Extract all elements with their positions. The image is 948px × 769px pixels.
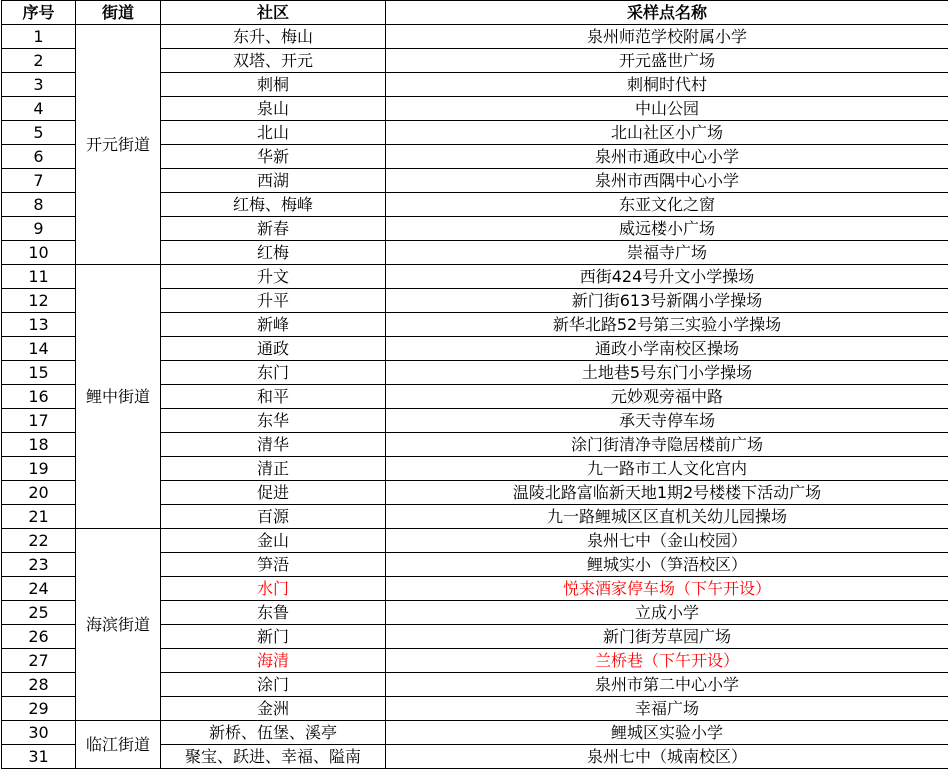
site-cell: 泉州师范学校附属小学: [386, 25, 948, 49]
row-index: 17: [2, 409, 76, 433]
community-cell: 促进: [161, 481, 386, 505]
site-cell: 开元盛世广场: [386, 49, 948, 73]
street-cell: 临江街道: [76, 721, 161, 769]
row-index: 14: [2, 337, 76, 361]
street-cell: 海滨街道: [76, 529, 161, 721]
site-cell: 承天寺停车场: [386, 409, 948, 433]
community-cell: 和平: [161, 385, 386, 409]
row-index: 11: [2, 265, 76, 289]
row-index: 12: [2, 289, 76, 313]
row-index: 20: [2, 481, 76, 505]
site-cell: 刺桐时代村: [386, 73, 948, 97]
row-index: 3: [2, 73, 76, 97]
site-cell: 泉州市第二中心小学: [386, 673, 948, 697]
header-street: 街道: [76, 1, 161, 25]
table-row: [2, 721, 948, 745]
row-index: 10: [2, 241, 76, 265]
row-index: 21: [2, 505, 76, 529]
table-row: [2, 25, 948, 49]
community-cell: 清正: [161, 457, 386, 481]
street-cell: 鲤中街道: [76, 265, 161, 529]
sampling-sites-table: [1, 0, 948, 769]
street-cell: 开元街道: [76, 25, 161, 265]
community-cell: 西湖: [161, 169, 386, 193]
community-cell: 金山: [161, 529, 386, 553]
row-index: 15: [2, 361, 76, 385]
site-cell: 鲤城实小（笋浯校区）: [386, 553, 948, 577]
community-cell: 海清: [161, 649, 386, 673]
community-cell: 笋浯: [161, 553, 386, 577]
community-cell: 通政: [161, 337, 386, 361]
site-cell: 崇福寺广场: [386, 241, 948, 265]
row-index: 22: [2, 529, 76, 553]
community-cell: 东华: [161, 409, 386, 433]
site-cell: 幸福广场: [386, 697, 948, 721]
row-index: 4: [2, 97, 76, 121]
row-index: 19: [2, 457, 76, 481]
row-index: 9: [2, 217, 76, 241]
community-cell: 升文: [161, 265, 386, 289]
row-index: 28: [2, 673, 76, 697]
row-index: 7: [2, 169, 76, 193]
community-cell: 百源: [161, 505, 386, 529]
header-community: 社区: [161, 1, 386, 25]
site-cell: 元妙观旁福中路: [386, 385, 948, 409]
site-cell: 泉州市西隅中心小学: [386, 169, 948, 193]
row-index: 16: [2, 385, 76, 409]
site-cell: 九一路鲤城区区直机关幼儿园操场: [386, 505, 948, 529]
community-cell: 新门: [161, 625, 386, 649]
row-index: 26: [2, 625, 76, 649]
community-cell: 刺桐: [161, 73, 386, 97]
site-cell: 泉州七中（城南校区）: [386, 745, 948, 769]
site-cell: 泉州市通政中心小学: [386, 145, 948, 169]
site-cell: 鲤城区实验小学: [386, 721, 948, 745]
community-cell: 聚宝、跃进、幸福、隘南: [161, 745, 386, 769]
community-cell: 新峰: [161, 313, 386, 337]
table-body: [2, 25, 948, 769]
community-cell: 双塔、开元: [161, 49, 386, 73]
community-cell: 红梅、梅峰: [161, 193, 386, 217]
row-index: 30: [2, 721, 76, 745]
community-cell: 清华: [161, 433, 386, 457]
row-index: 18: [2, 433, 76, 457]
site-cell: 泉州七中（金山校园）: [386, 529, 948, 553]
site-cell: 威远楼小广场: [386, 217, 948, 241]
site-cell: 通政小学南校区操场: [386, 337, 948, 361]
community-cell: 泉山: [161, 97, 386, 121]
row-index: 24: [2, 577, 76, 601]
site-cell: 新门街613号新隅小学操场: [386, 289, 948, 313]
community-cell: 升平: [161, 289, 386, 313]
community-cell: 水门: [161, 577, 386, 601]
row-index: 29: [2, 697, 76, 721]
row-index: 13: [2, 313, 76, 337]
site-cell: 西街424号升文小学操场: [386, 265, 948, 289]
row-index: 5: [2, 121, 76, 145]
site-cell: 土地巷5号东门小学操场: [386, 361, 948, 385]
site-cell: 新华北路52号第三实验小学操场: [386, 313, 948, 337]
row-index: 1: [2, 25, 76, 49]
community-cell: 红梅: [161, 241, 386, 265]
site-cell: 北山社区小广场: [386, 121, 948, 145]
site-cell: 温陵北路富临新天地1期2号楼楼下活动广场: [386, 481, 948, 505]
community-cell: 东门: [161, 361, 386, 385]
row-index: 23: [2, 553, 76, 577]
community-cell: 涂门: [161, 673, 386, 697]
community-cell: 金洲: [161, 697, 386, 721]
site-cell: 兰桥巷（下午开设）: [386, 649, 948, 673]
row-index: 2: [2, 49, 76, 73]
site-cell: 新门街芳草园广场: [386, 625, 948, 649]
header-site: 采样点名称: [386, 1, 948, 25]
table-row: [2, 529, 948, 553]
header-row: [2, 1, 948, 25]
community-cell: 北山: [161, 121, 386, 145]
header-index: 序号: [2, 1, 76, 25]
community-cell: 东鲁: [161, 601, 386, 625]
row-index: 6: [2, 145, 76, 169]
row-index: 25: [2, 601, 76, 625]
community-cell: 东升、梅山: [161, 25, 386, 49]
site-cell: 涂门街清净寺隐居楼前广场: [386, 433, 948, 457]
table-row: [2, 265, 948, 289]
site-cell: 东亚文化之窗: [386, 193, 948, 217]
row-index: 31: [2, 745, 76, 769]
site-cell: 九一路市工人文化宫内: [386, 457, 948, 481]
row-index: 27: [2, 649, 76, 673]
community-cell: 新桥、伍堡、溪亭: [161, 721, 386, 745]
site-cell: 中山公园: [386, 97, 948, 121]
site-cell: 悦来酒家停车场（下午开设）: [386, 577, 948, 601]
community-cell: 华新: [161, 145, 386, 169]
row-index: 8: [2, 193, 76, 217]
community-cell: 新春: [161, 217, 386, 241]
site-cell: 立成小学: [386, 601, 948, 625]
